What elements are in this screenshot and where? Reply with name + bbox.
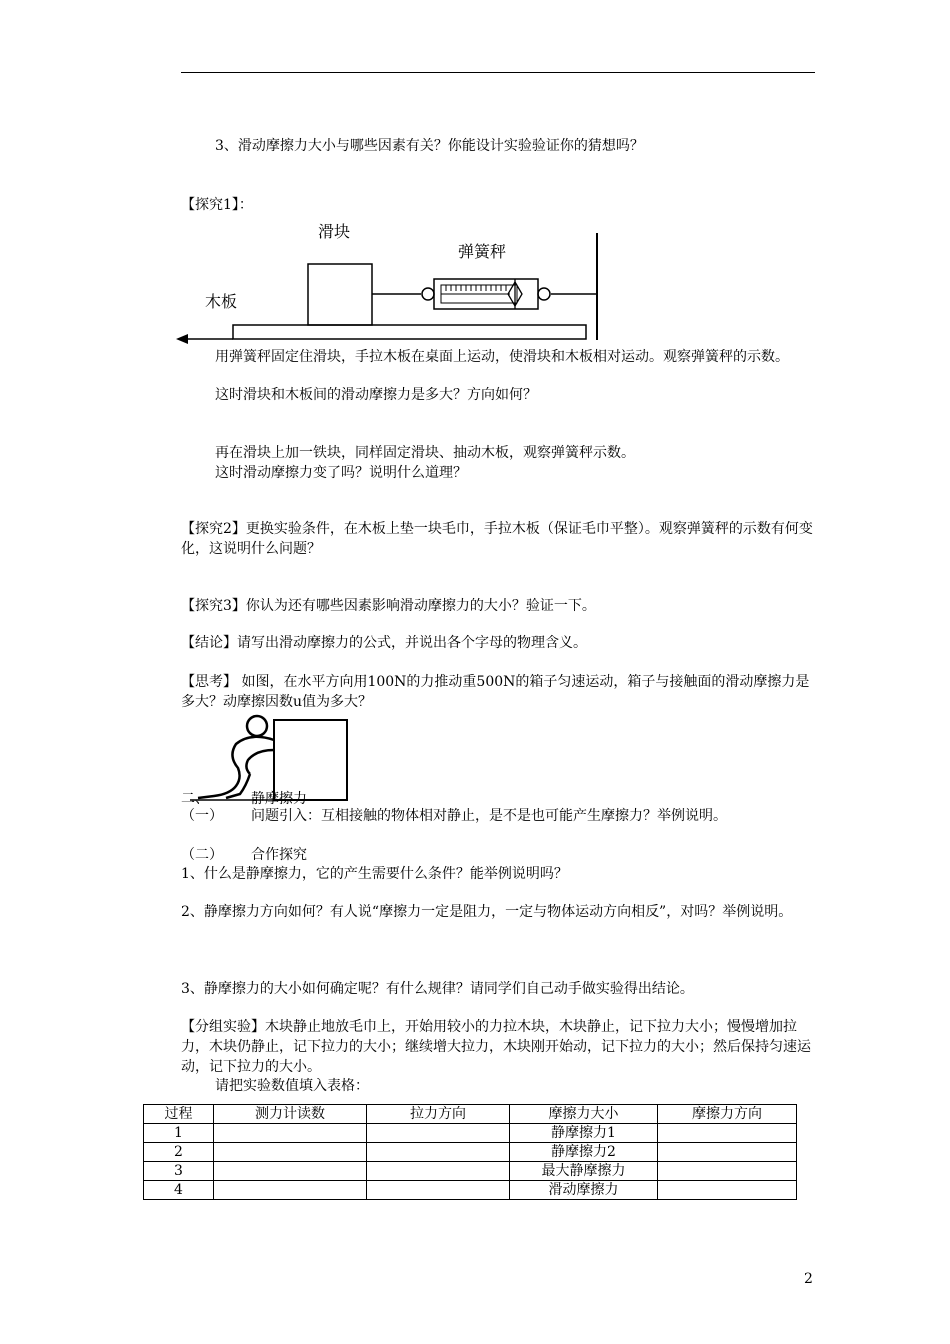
explore-1-paragraph-4: 这时滑动摩擦力变了吗？说明什么道理？ [215,465,467,481]
table-cell [214,1124,367,1143]
table-cell: 4 [144,1181,214,1200]
pull-arrow-head [176,334,188,344]
section-2-title: 静摩擦力 [251,791,307,807]
table-header-cell: 拉力方向 [367,1105,510,1124]
table-header-cell: 测力计读数 [214,1105,367,1124]
explore-1-paragraph-3: 再在滑块上加一铁块，同样固定滑块、抽动木板，观察弹簧秤示数。 [215,445,635,461]
sliding-friction-diagram [170,215,610,345]
table-cell [658,1124,797,1143]
table-cell: 1 [144,1124,214,1143]
table-row [144,1143,797,1162]
scale-ring-right [538,288,550,300]
box [274,720,347,800]
group-experiment-paragraph: 【分组实验】木块静止地放毛巾上，开始用较小的力拉木块，木块静止，记下拉力大小；慢慢增加拉力，木块仍静止，记下拉力的大小；继续增大拉力，木块刚开始动，记下拉力的大小；然后保持匀速运动，记下拉力的大小。 [181,1019,811,1075]
explore-2-paragraph: 【探究2】更换实验条件，在木板上垫一块毛巾，手拉木板（保证毛巾平整）。观察弹簧秤的示数有何变化，这说明什么问题？ [181,521,813,557]
table-cell [658,1181,797,1200]
page-number: 2 [804,1271,813,1287]
label-wooden-board: 木板 [205,292,238,311]
scale-ticks [441,285,510,294]
conclusion-paragraph: 【结论】请写出滑动摩擦力的公式，并说出各个字母的物理含义。 [181,635,587,651]
table-cell: 滑动摩擦力 [510,1181,658,1200]
table-cell [658,1143,797,1162]
table-cell [367,1124,510,1143]
table-cell: 静摩擦力2 [510,1143,658,1162]
table-header-row [144,1105,797,1124]
table-cell [214,1181,367,1200]
table-header-cell: 摩擦力大小 [510,1105,658,1124]
think-paragraph: 【思考】 如图，在水平方向用100N的力推动重500N的箱子匀速运动，箱子与接触面的滑动摩擦力是多大？动摩擦因数u值为多大？ [181,674,810,710]
static-question-1: 1、什么是静摩擦力，它的产生需要什么条件？能举例说明吗？ [181,866,568,882]
table-cell [367,1162,510,1181]
subsection-2-text: 合作探究 [251,847,307,863]
table-cell [367,1143,510,1162]
person-leg [226,774,250,798]
subsection-1-number: （一） [181,808,223,824]
table-cell: 3 [144,1162,214,1181]
table-header-cell: 过程 [144,1105,214,1124]
subsection-1-text: 问题引入：互相接触的物体相对静止，是不是也可能产生摩擦力？举例说明。 [251,808,727,824]
table-cell [367,1181,510,1200]
slider-block [308,264,372,325]
table-cell [214,1162,367,1181]
table-cell [658,1162,797,1181]
label-slider-block: 滑块 [318,222,351,241]
section-2-number: 二、 [181,791,209,807]
subsection-2-number: （二） [181,847,223,863]
explore-1-paragraph-1: 用弹簧秤固定住滑块，手拉木板在桌面上运动，使滑块和木板相对运动。观察弹簧秤的示数。 [215,349,789,365]
experiment-table [143,1104,797,1200]
label-spring-scale: 弹簧秤 [458,242,507,261]
explore-3-paragraph: 【探究3】你认为还有哪些因素影响滑动摩擦力的大小？验证一下。 [181,598,596,614]
header-rule [181,72,815,73]
wooden-board [233,325,586,339]
table-cell: 最大静摩擦力 [510,1162,658,1181]
table-cell [214,1143,367,1162]
table-row [144,1181,797,1200]
person-arm [246,750,274,774]
table-row [144,1124,797,1143]
fill-table-instruction: 请把实验数值填入表格： [215,1078,369,1094]
table-header-cell: 摩擦力方向 [658,1105,797,1124]
static-question-3: 3、静摩擦力的大小如何确定呢？有什么规律？请同学们自己动手做实验得出结论。 [181,981,694,997]
explore-1-paragraph-2: 这时滑块和木板间的滑动摩擦力是多大？方向如何？ [215,387,537,403]
table-cell: 2 [144,1143,214,1162]
question-3-title: 3、滑动摩擦力大小与哪些因素有关？你能设计实验验证你的猜想吗？ [215,138,644,154]
table-row [144,1162,797,1181]
table-cell: 静摩擦力1 [510,1124,658,1143]
scale-ring-left [422,288,434,300]
person-head [247,716,267,736]
explore-1-heading: 【探究1】： [181,197,253,213]
static-question-2: 2、静摩擦力方向如何？有人说“摩擦力一定是阻力，一定与物体运动方向相反”，对吗？举例说明。 [181,904,793,920]
